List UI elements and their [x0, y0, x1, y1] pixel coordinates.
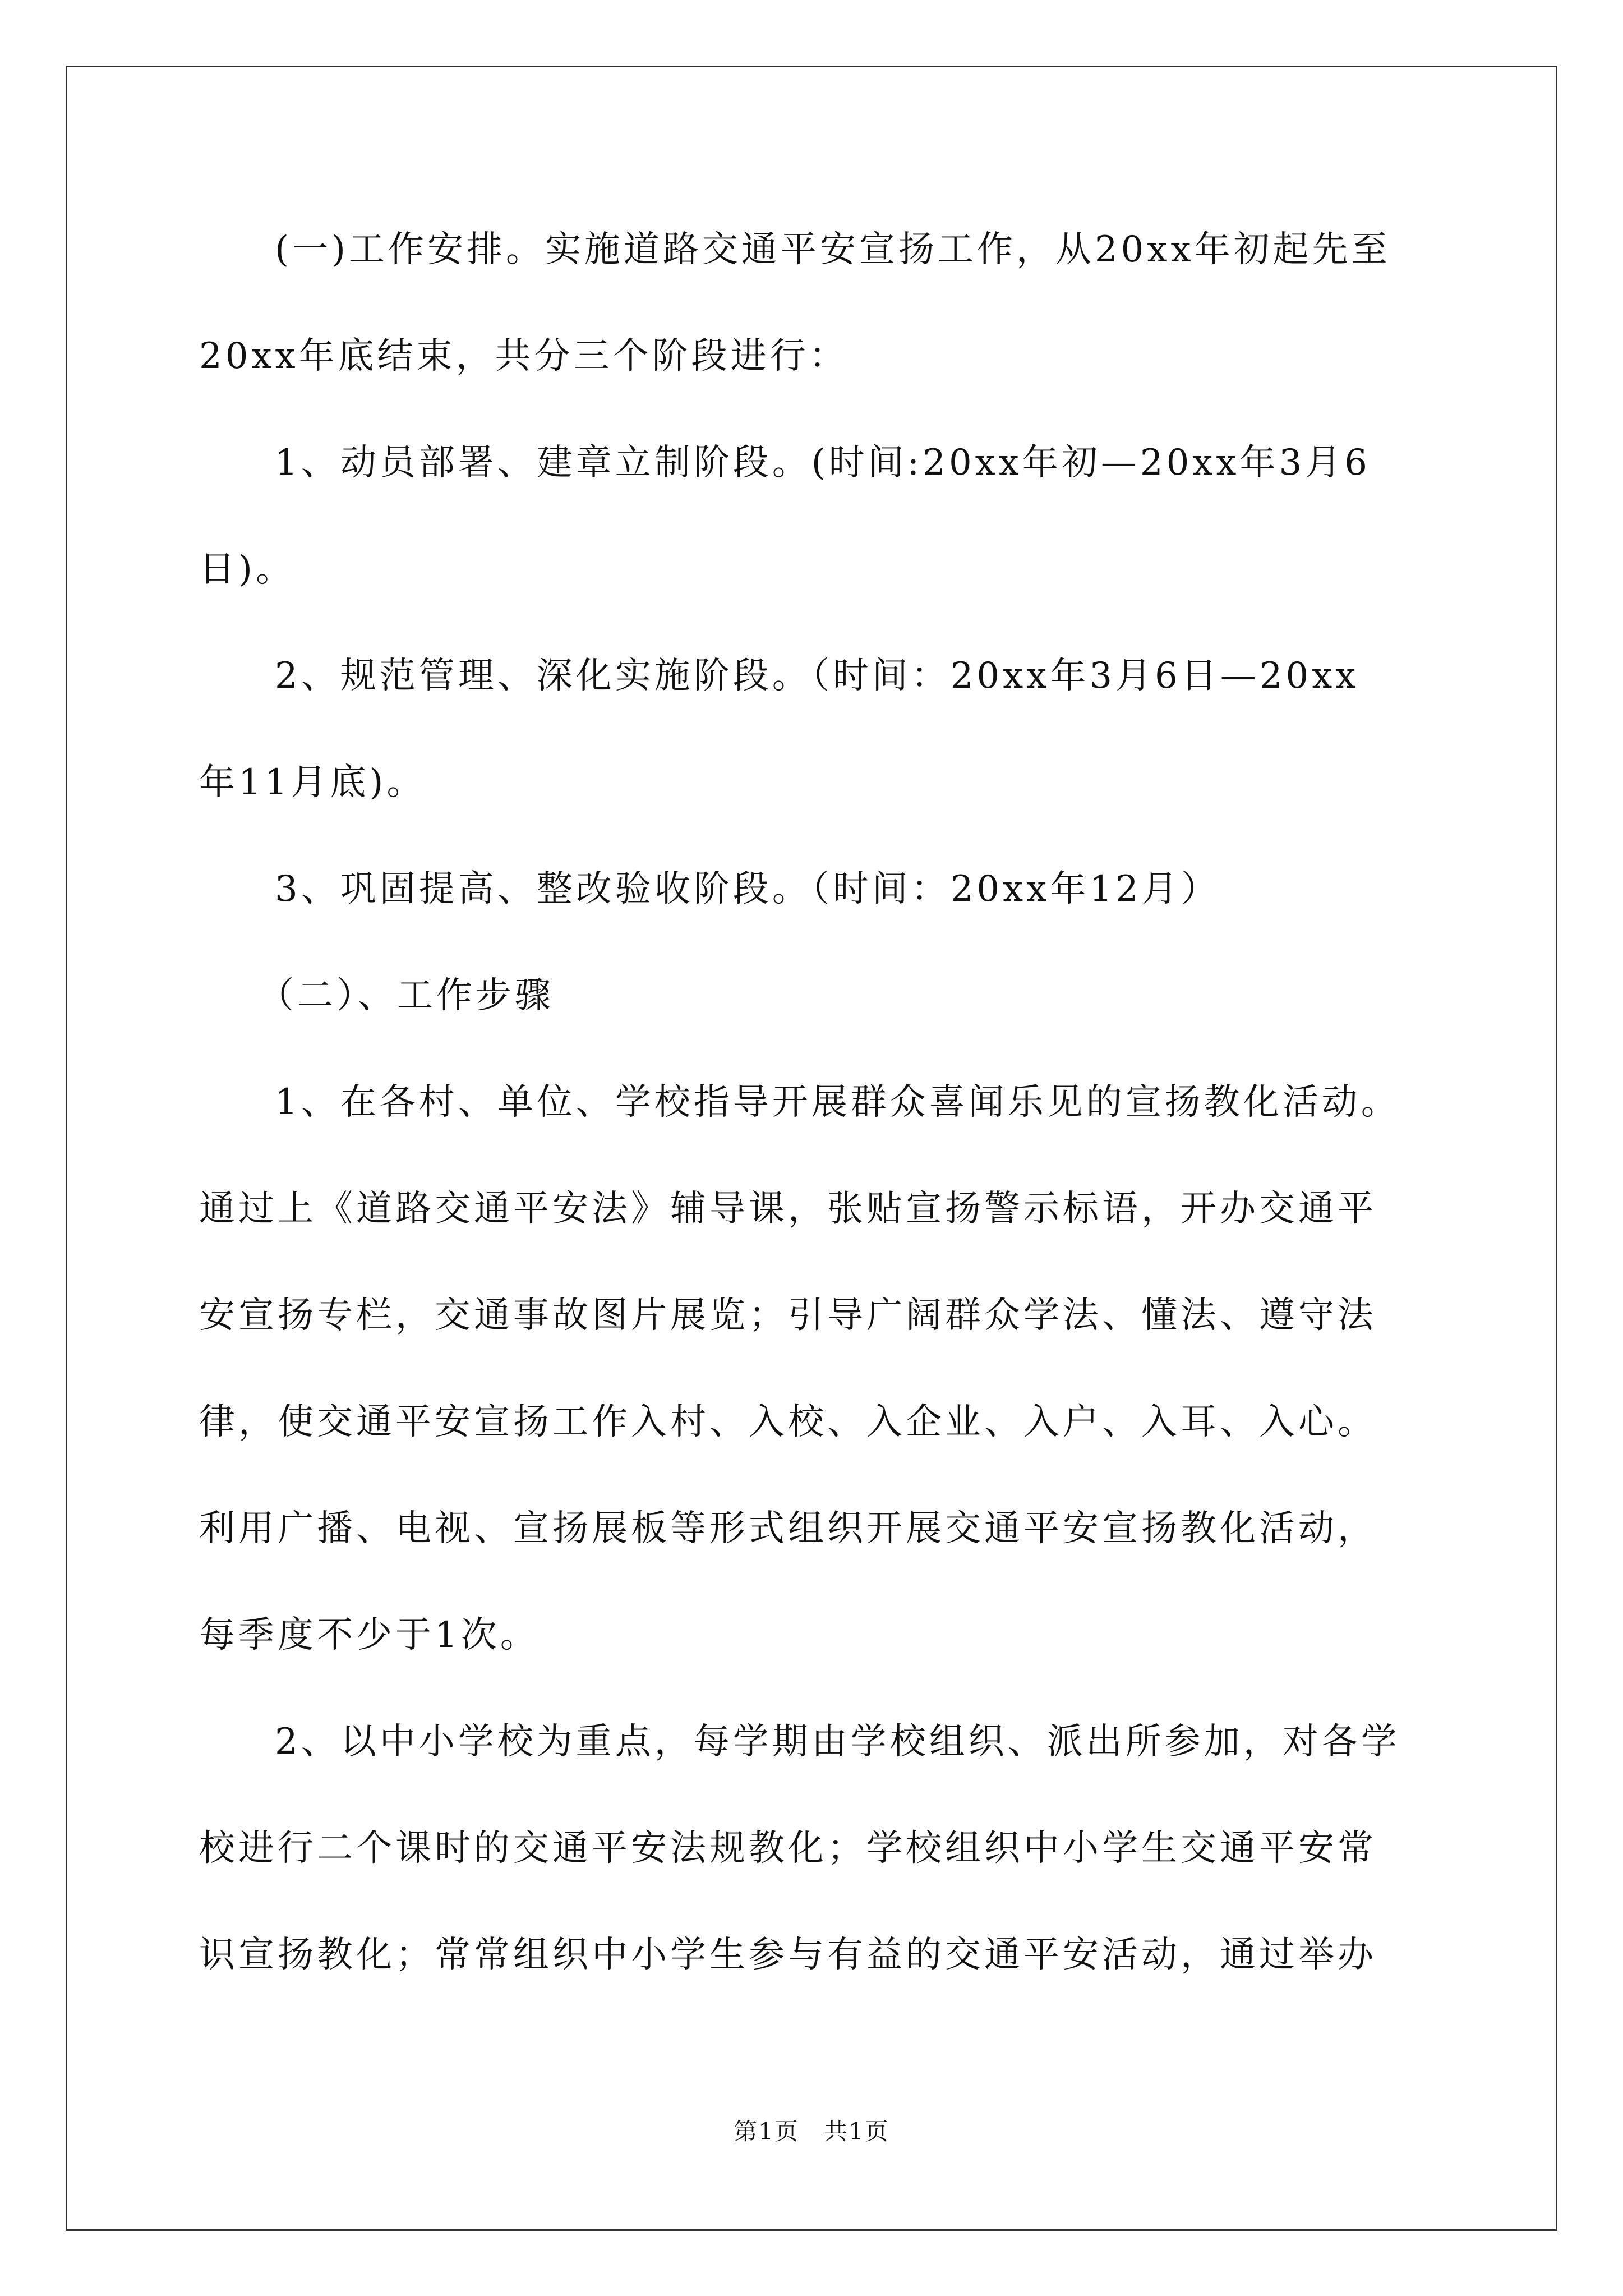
text-line: 识宣扬教化；常常组织中小学生参与有益的交通平安活动，通过举办	[199, 1934, 1377, 1976]
text-line: 3、巩固提高、整改验收阶段。（时间：20xx年12月）	[275, 868, 1220, 910]
text-line: 年11月底)。	[199, 762, 426, 803]
text-line: 日)。	[199, 549, 295, 590]
text-line: 律，使交通平安宣扬工作入村、入校、入企业、入户、入耳、入心。	[199, 1401, 1377, 1443]
text-line: 通过上《道路交通平安法》辅导课，张贴宣扬警示标语，开办交通平	[199, 1188, 1377, 1230]
section-heading: （二）、工作步骤	[258, 975, 554, 1016]
page-border	[66, 66, 1557, 2231]
text-line: 20xx年底结束，共分三个阶段进行：	[199, 335, 849, 377]
text-line: 1、动员部署、建章立制阶段。(时间:20xx年初—20xx年3月6	[275, 442, 1371, 484]
page-footer: 第1页 共1页	[734, 2118, 889, 2145]
text-line: 校进行二个课时的交通平安法规教化；学校组织中小学生交通平安常	[199, 1828, 1377, 1869]
text-line: 1、在各村、单位、学校指导开展群众喜闻乐见的宣扬教化活动。	[275, 1082, 1400, 1123]
text-line: 2、以中小学校为重点，每学期由学校组织、派出所参加，对各学	[275, 1721, 1400, 1763]
text-line: (一)工作安排。实施道路交通平安宣扬工作，从20xx年初起先至	[275, 229, 1391, 270]
text-line: 安宣扬专栏，交通事故图片展览；引导广阔群众学法、懂法、遵守法	[199, 1295, 1377, 1336]
text-line: 每季度不少于1次。	[199, 1614, 540, 1656]
text-line: 2、规范管理、深化实施阶段。（时间：20xx年3月6日—20xx	[275, 655, 1359, 697]
text-line: 利用广播、电视、宣扬展板等形式组织开展交通平安宣扬教化活动，	[199, 1508, 1377, 1549]
